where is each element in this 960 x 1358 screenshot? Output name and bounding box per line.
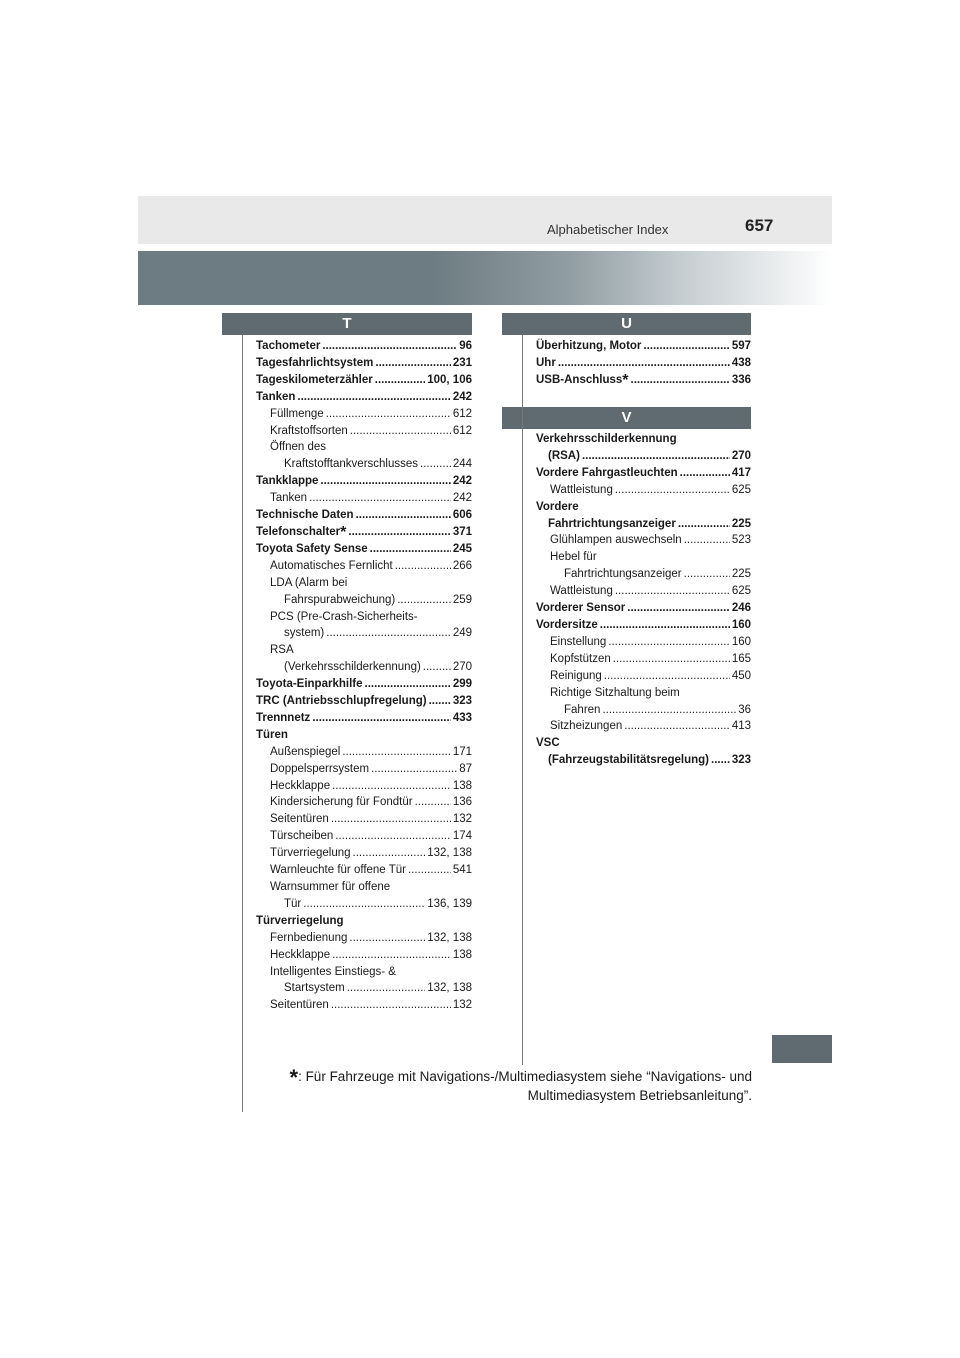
index-entry (536, 651, 751, 668)
index-entry-page: 132 (452, 813, 472, 826)
index-entry-term: Füllmenge (270, 407, 324, 420)
index-entry (256, 862, 472, 879)
index-entry (256, 879, 472, 896)
index-entry (536, 735, 751, 752)
index-entry (536, 549, 751, 566)
index-entry-term: Vordersitze (536, 618, 598, 631)
index-entry-term: Fernbedienung (270, 931, 348, 944)
index-entry-page: 541 (452, 864, 472, 877)
index-entry (256, 794, 472, 811)
footnote-star: * (289, 1065, 299, 1090)
index-entry-term: Wattleistung (550, 585, 613, 598)
index-entry-term: Toyota-Einparkhilfe (256, 678, 363, 691)
index-entry (256, 575, 472, 592)
index-entry (256, 558, 472, 575)
dot-leader (326, 625, 451, 642)
index-entry-term: VSC (536, 737, 560, 750)
index-entry (256, 727, 472, 744)
index-entry (256, 625, 472, 642)
dot-leader (348, 524, 450, 541)
dot-leader (582, 448, 730, 465)
index-entry-term: Reinigung (550, 669, 602, 682)
index-entry-page: 132 (452, 999, 472, 1012)
index-entry-page: 132, 138 (427, 982, 472, 995)
index-entry-page: 433 (452, 711, 472, 724)
index-entry (256, 490, 472, 507)
index-entry-page: 266 (452, 559, 472, 572)
dot-leader (429, 693, 451, 710)
index-entry-term: Türscheiben (270, 830, 334, 843)
right-column-rule (522, 335, 523, 1065)
index-entry-term: Tankklappe (256, 475, 319, 488)
index-entry-page: 132, 138 (427, 931, 472, 944)
index-entry-page: 171 (452, 745, 472, 758)
index-entry: USB-Anschluss * ..... 336 (536, 372, 751, 389)
index-entry-page: 136 (452, 796, 472, 809)
index-entry (256, 997, 472, 1014)
dot-leader (711, 752, 730, 769)
index-entry-term: PCS (Pre-Crash-Sicherheits- (270, 610, 418, 623)
index-entry-page: 523 (731, 534, 751, 547)
index-entry (536, 634, 751, 651)
index-entry (256, 541, 472, 558)
index-entry-term: Vordere Fahrgastleuchten (536, 466, 678, 479)
index-entry (256, 845, 472, 862)
index-entry-term: Tür (284, 897, 302, 910)
index-entry (536, 499, 751, 516)
index-entry (536, 448, 751, 465)
index-entry-page: 165 (731, 652, 751, 665)
dot-leader (615, 482, 730, 499)
index-entry (536, 532, 751, 549)
index-entry-term: Türverriegelung (256, 914, 344, 927)
index-entry-term: Einstellung (550, 635, 607, 648)
index-entry-page: 249 (452, 627, 472, 640)
index-entry (256, 710, 472, 727)
index-entry-term: Heckklappe (270, 948, 331, 961)
index-entry-term: Fahren (564, 703, 601, 716)
index-entry-term: Warnleuchte für offene Tür (270, 864, 406, 877)
dot-leader (332, 778, 451, 795)
dot-leader (332, 947, 451, 964)
dot-leader (370, 541, 451, 558)
dot-leader (600, 617, 730, 634)
index-entry (536, 583, 751, 600)
footnote (282, 1065, 752, 1105)
index-entry-term: Außenspiegel (270, 745, 341, 758)
index-entry (256, 372, 472, 389)
index-entry-page: 36 (738, 703, 751, 716)
dot-leader (684, 532, 730, 549)
section-header-u: U (502, 313, 751, 335)
index-entry-term: Vorderer Sensor (536, 602, 626, 615)
header-bar (138, 196, 832, 244)
index-entry (536, 668, 751, 685)
dot-leader (558, 355, 730, 372)
dot-leader (353, 845, 426, 862)
index-entry (536, 752, 751, 769)
footnote-line-2: Multimediasystem Betriebsanleitung”. (527, 1088, 752, 1103)
dot-leader (420, 456, 451, 473)
index-entry (256, 592, 472, 609)
index-entry (256, 338, 472, 355)
index-entry-term: Kraftstoffsorten (270, 424, 348, 437)
dot-leader (303, 896, 425, 913)
index-entry-page: 270 (452, 661, 472, 674)
side-tab (772, 1035, 832, 1063)
index-entry-term: Kraftstofftankverschlusses (284, 458, 419, 471)
page-number: 657 (745, 216, 774, 235)
section-header-v: V (502, 407, 751, 429)
index-entry: Telefonschalter * ..... 371 (256, 524, 472, 541)
dot-leader (365, 676, 451, 693)
index-entry-page: 450 (731, 669, 751, 682)
index-entry (536, 355, 751, 372)
index-entry-term: Doppelsperrsystem (270, 762, 370, 775)
index-entry (536, 465, 751, 482)
index-entry-page: 245 (452, 542, 472, 555)
index-entry-term: Hebel für (550, 551, 597, 564)
index-entry-term: (Verkehrsschilderkennung) (284, 661, 421, 674)
index-entry (256, 930, 472, 947)
dot-leader (322, 338, 457, 355)
dot-leader (371, 761, 457, 778)
index-entry-term: TRC (Antriebsschlupfregelung) (256, 695, 427, 708)
index-entry-term: Warnsummer für offene (270, 881, 391, 893)
index-entry (536, 338, 751, 355)
footnote-line-1: : Für Fahrzeuge mit Navigations-/Multimediasystem siehe “Navigations- und (298, 1069, 752, 1084)
index-entry (536, 566, 751, 583)
index-entry-term: Fahrtrichtungsanzeiger (564, 568, 682, 581)
index-entry (256, 964, 472, 981)
dot-leader (631, 372, 730, 389)
dot-leader (613, 651, 730, 668)
header-gradient-band (138, 251, 832, 305)
index-entry (536, 482, 751, 499)
index-entry (256, 778, 472, 795)
index-entry-term: Automatisches Fernlicht (270, 559, 393, 572)
index-entry-term: Tachometer (256, 340, 321, 352)
index-entry (256, 406, 472, 423)
index-entry (256, 473, 472, 490)
index-entry (536, 617, 751, 634)
index-entry (536, 718, 751, 735)
index-entry-page: 413 (731, 720, 751, 733)
section-header-t: T (222, 313, 472, 335)
dot-leader (643, 338, 729, 355)
index-entry (256, 693, 472, 710)
index-entry-term: Richtige Sitzhaltung beim (550, 686, 680, 699)
index-entry-term: Seitentüren (270, 813, 329, 826)
index-entry-term: Toyota Safety Sense (256, 542, 368, 555)
index-entry-term: Wattleistung (550, 483, 613, 496)
dot-leader (602, 702, 736, 719)
dot-leader (608, 634, 730, 651)
dot-leader (375, 355, 450, 372)
index-entry-page: 132, 138 (427, 847, 472, 860)
dot-leader (604, 668, 730, 685)
index-entry-page: 625 (731, 483, 751, 496)
index-entry-page: 231 (452, 356, 472, 369)
index-entry-term: Tageskilometerzähler (256, 373, 373, 386)
dot-leader (320, 473, 450, 490)
dot-leader (297, 389, 450, 406)
index-entry-page: 270 (731, 449, 751, 462)
index-entry-page: 299 (452, 678, 472, 691)
dot-leader (684, 566, 730, 583)
index-entry-term: Startsystem (284, 982, 345, 995)
index-entry-page: 625 (731, 585, 751, 598)
index-entry (536, 516, 751, 533)
index-entry-term: system) (284, 627, 325, 640)
index-entry-page: 246 (731, 602, 751, 615)
index-entry (256, 676, 472, 693)
index-entry (256, 439, 472, 456)
dot-leader (624, 718, 730, 735)
dot-leader (309, 490, 451, 507)
index-entry (256, 896, 472, 913)
index-entry-page: 244 (452, 458, 472, 471)
index-entry-page: 597 (731, 340, 751, 352)
index-entry (256, 913, 472, 930)
index-entry (256, 761, 472, 778)
dot-leader (397, 592, 451, 609)
dot-leader (375, 372, 425, 389)
index-entry (256, 609, 472, 626)
index-entry-page: 438 (731, 356, 751, 369)
left-column-rule (242, 335, 243, 1112)
dot-leader (395, 558, 451, 575)
index-entry-page: 242 (452, 390, 472, 403)
index-entry-page: 160 (731, 635, 751, 648)
index-column-u (536, 338, 751, 389)
index-entry-term: Telefonschalter (256, 525, 341, 538)
index-entry (256, 811, 472, 828)
index-entry-term: Kopfstützen (550, 652, 611, 665)
index-entry-term: Fahrspurabweichung) (284, 593, 396, 606)
index-entry (256, 828, 472, 845)
index-entry-page: 242 (452, 475, 472, 488)
dot-leader (331, 811, 451, 828)
index-entry-term: Technische Daten (256, 509, 354, 522)
index-entry-term: Vordere (536, 500, 579, 513)
dot-leader (408, 862, 451, 879)
dot-leader (627, 600, 730, 617)
index-entry-term: Tanken (270, 492, 308, 505)
index-entry-term: RSA (270, 644, 294, 657)
index-entry-term: Heckklappe (270, 779, 331, 792)
index-entry-page: 612 (452, 424, 472, 437)
index-entry (256, 456, 472, 473)
index-entry-page: 174 (452, 830, 472, 843)
index-entry-page: 242 (452, 492, 472, 505)
index-entry-term: Überhitzung, Motor (536, 340, 642, 352)
index-entry-page: 371 (452, 525, 472, 538)
index-entry (256, 947, 472, 964)
index-entry (256, 423, 472, 440)
index-entry-page: 87 (459, 762, 472, 775)
index-entry-term: Seitentüren (270, 999, 329, 1012)
index-entry-page: 225 (731, 517, 751, 530)
dot-leader (423, 659, 451, 676)
index-entry-page: 136, 139 (427, 897, 472, 910)
index-entry-term: Kindersicherung für Fondtür (270, 796, 413, 809)
index-entry-page: 323 (452, 695, 472, 708)
dot-leader (342, 744, 450, 761)
index-entry-term: Glühlampen auswechseln (550, 534, 682, 547)
index-entry-page: 323 (731, 754, 751, 767)
index-entry (536, 600, 751, 617)
index-entry-term: Fahrtrichtungsanzeiger (548, 517, 676, 530)
dot-leader (331, 997, 451, 1014)
index-entry-term: Türverriegelung (270, 847, 351, 860)
dot-leader (335, 828, 451, 845)
index-entry-term: Intelligentes Einstiegs- & (270, 965, 396, 978)
index-entry-page: 225 (731, 568, 751, 581)
index-entry (256, 355, 472, 372)
index-entry-term: (RSA) (548, 449, 580, 462)
index-entry-page: 160 (731, 618, 751, 631)
index-entry-page: 100, 106 (427, 373, 472, 386)
index-entry-page: 612 (452, 407, 472, 420)
index-entry-term: Tagesfahrlichtsystem (256, 356, 374, 369)
index-entry-page: 96 (459, 340, 472, 352)
dot-leader (356, 507, 451, 524)
index-entry (536, 431, 751, 448)
index-entry-term: Verkehrsschilderkennung (536, 433, 677, 445)
index-entry (256, 659, 472, 676)
index-entry-term: Türen (256, 728, 288, 741)
index-entry (256, 642, 472, 659)
index-entry-page: 259 (452, 593, 472, 606)
index-entry-page: 138 (452, 779, 472, 792)
dot-leader (326, 406, 451, 423)
dot-leader (312, 710, 451, 727)
index-entry (256, 744, 472, 761)
index-entry-term: LDA (Alarm bei (270, 576, 348, 589)
dot-leader (350, 423, 451, 440)
index-entry (256, 389, 472, 406)
index-entry (256, 507, 472, 524)
index-column-t (256, 338, 472, 1014)
index-column-v (536, 431, 751, 769)
dot-leader (415, 794, 451, 811)
dot-leader (678, 516, 730, 533)
index-entry-term: Trennnetz (256, 711, 311, 724)
index-entry-term: (Fahrzeugstabilitätsregelung) (548, 754, 710, 767)
index-entry-term: Tanken (256, 390, 296, 403)
index-entry-term: Öffnen des (270, 441, 327, 454)
index-entry-page: 336 (731, 373, 751, 386)
index-entry-term: USB-Anschluss (536, 373, 623, 386)
index-entry (536, 702, 751, 719)
dot-leader (349, 930, 425, 947)
page-title: Alphabetischer Index (547, 222, 669, 237)
index-entry-page: 606 (452, 509, 472, 522)
index-entry-page: 417 (731, 466, 751, 479)
index-entry-term: Sitzheizungen (550, 720, 623, 733)
dot-leader (347, 980, 426, 997)
dot-leader (680, 465, 730, 482)
index-entry-term: Uhr (536, 356, 556, 369)
index-entry-page: 138 (452, 948, 472, 961)
dot-leader (615, 583, 730, 600)
index-entry (256, 980, 472, 997)
index-entry (536, 685, 751, 702)
